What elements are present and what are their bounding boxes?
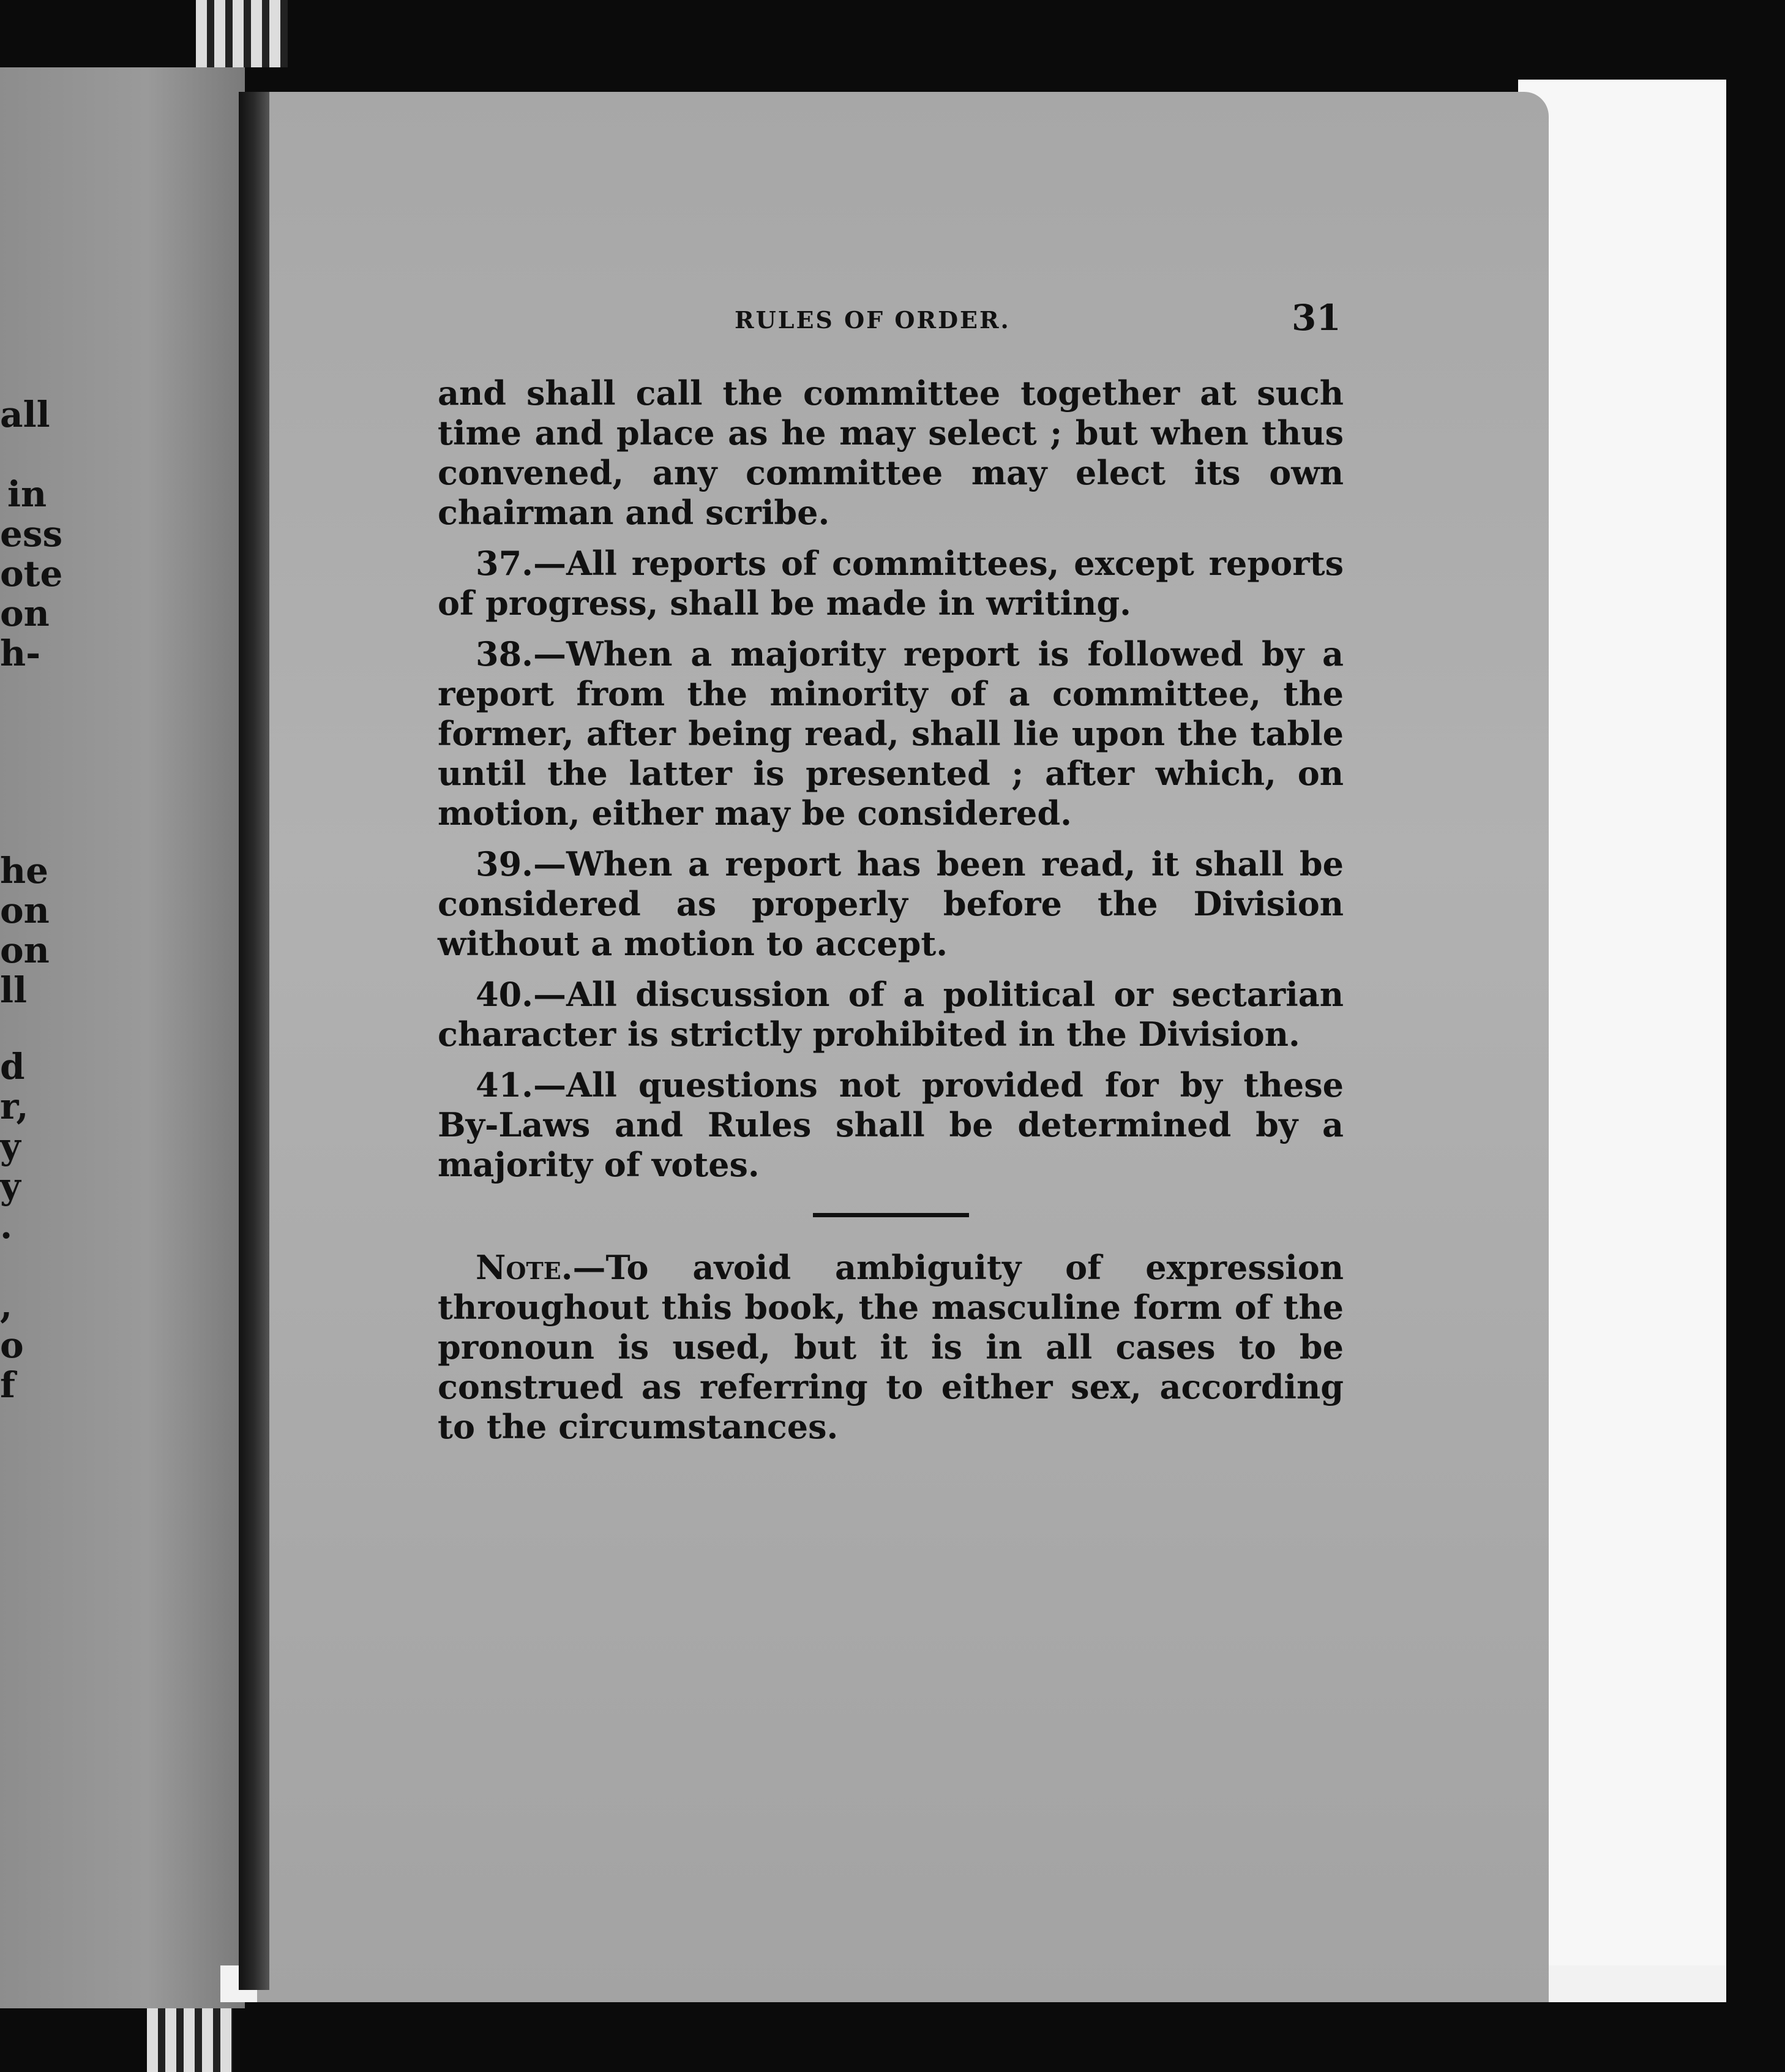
rule-40: 40.—All discussion of a political or sectarian character is strictly prohibited in the Division.: [438, 975, 1344, 1054]
left-page-fragment: ess: [0, 513, 63, 555]
left-page-fragment: y: [0, 1125, 21, 1167]
left-facing-page: [0, 67, 245, 2008]
left-page-fragment: ote: [0, 553, 63, 595]
running-title: RULES OF ORDER.: [735, 306, 1011, 334]
left-page-fragment: h-: [0, 632, 41, 674]
left-page-fragment: f: [0, 1364, 15, 1406]
left-page-fragment: y: [0, 1165, 21, 1207]
left-page-fragment: on: [0, 929, 50, 971]
binding-stitching-bottom: [147, 2002, 233, 2072]
left-page-fragment: on: [0, 890, 50, 931]
page-body-text: [438, 373, 1344, 1458]
note-text: —To avoid ambiguity of expression throughout this book, the masculine form of the pronoun is used, but it is in all cases to be construed as referring to either sex, according to the circumstances.: [438, 1248, 1344, 1446]
left-page-fragment: d: [0, 1046, 25, 1087]
paragraph-continuation: and shall call the committee together at such time and place as he may select ; but when thus convened, any committee may elect its own chairman and scribe.: [438, 373, 1344, 532]
note-paragraph: [438, 1248, 1344, 1447]
left-page-fragment: ,: [0, 1285, 13, 1326]
rule-37: 37.—All reports of committees, except reports of progress, shall be made in writing.: [438, 544, 1344, 623]
rule-39: 39.—When a report has been read, it shall be considered as properly before the Division without a motion to accept.: [438, 844, 1344, 963]
left-page-fragment: in: [7, 473, 47, 515]
book-spine-shadow: [239, 92, 269, 1990]
left-page-fragment: r,: [0, 1086, 29, 1127]
left-page-fragment: o: [0, 1324, 24, 1366]
binding-stitching-top: [196, 0, 288, 67]
section-divider-rule: [813, 1213, 969, 1217]
scan-margin-right: [1518, 80, 1726, 2002]
page-number: 31: [1292, 297, 1341, 339]
left-page-fragment: on: [0, 593, 50, 634]
rule-38: 38.—When a majority report is followed by a report from the minority of a committee, the former, after being read, shall lie upon the table until the latter is presented ; after which, on motion, either may be considered.: [438, 634, 1344, 833]
left-page-fragment: he: [0, 850, 49, 891]
left-page-fragment: all: [0, 394, 50, 435]
rule-41: 41.—All questions not provided for by these By-Laws and Rules shall be determined by a majority of votes.: [438, 1065, 1344, 1184]
left-page-fragment: .: [0, 1205, 13, 1247]
note-label: Note.: [476, 1248, 573, 1287]
left-page-fragment: ll: [0, 969, 28, 1011]
